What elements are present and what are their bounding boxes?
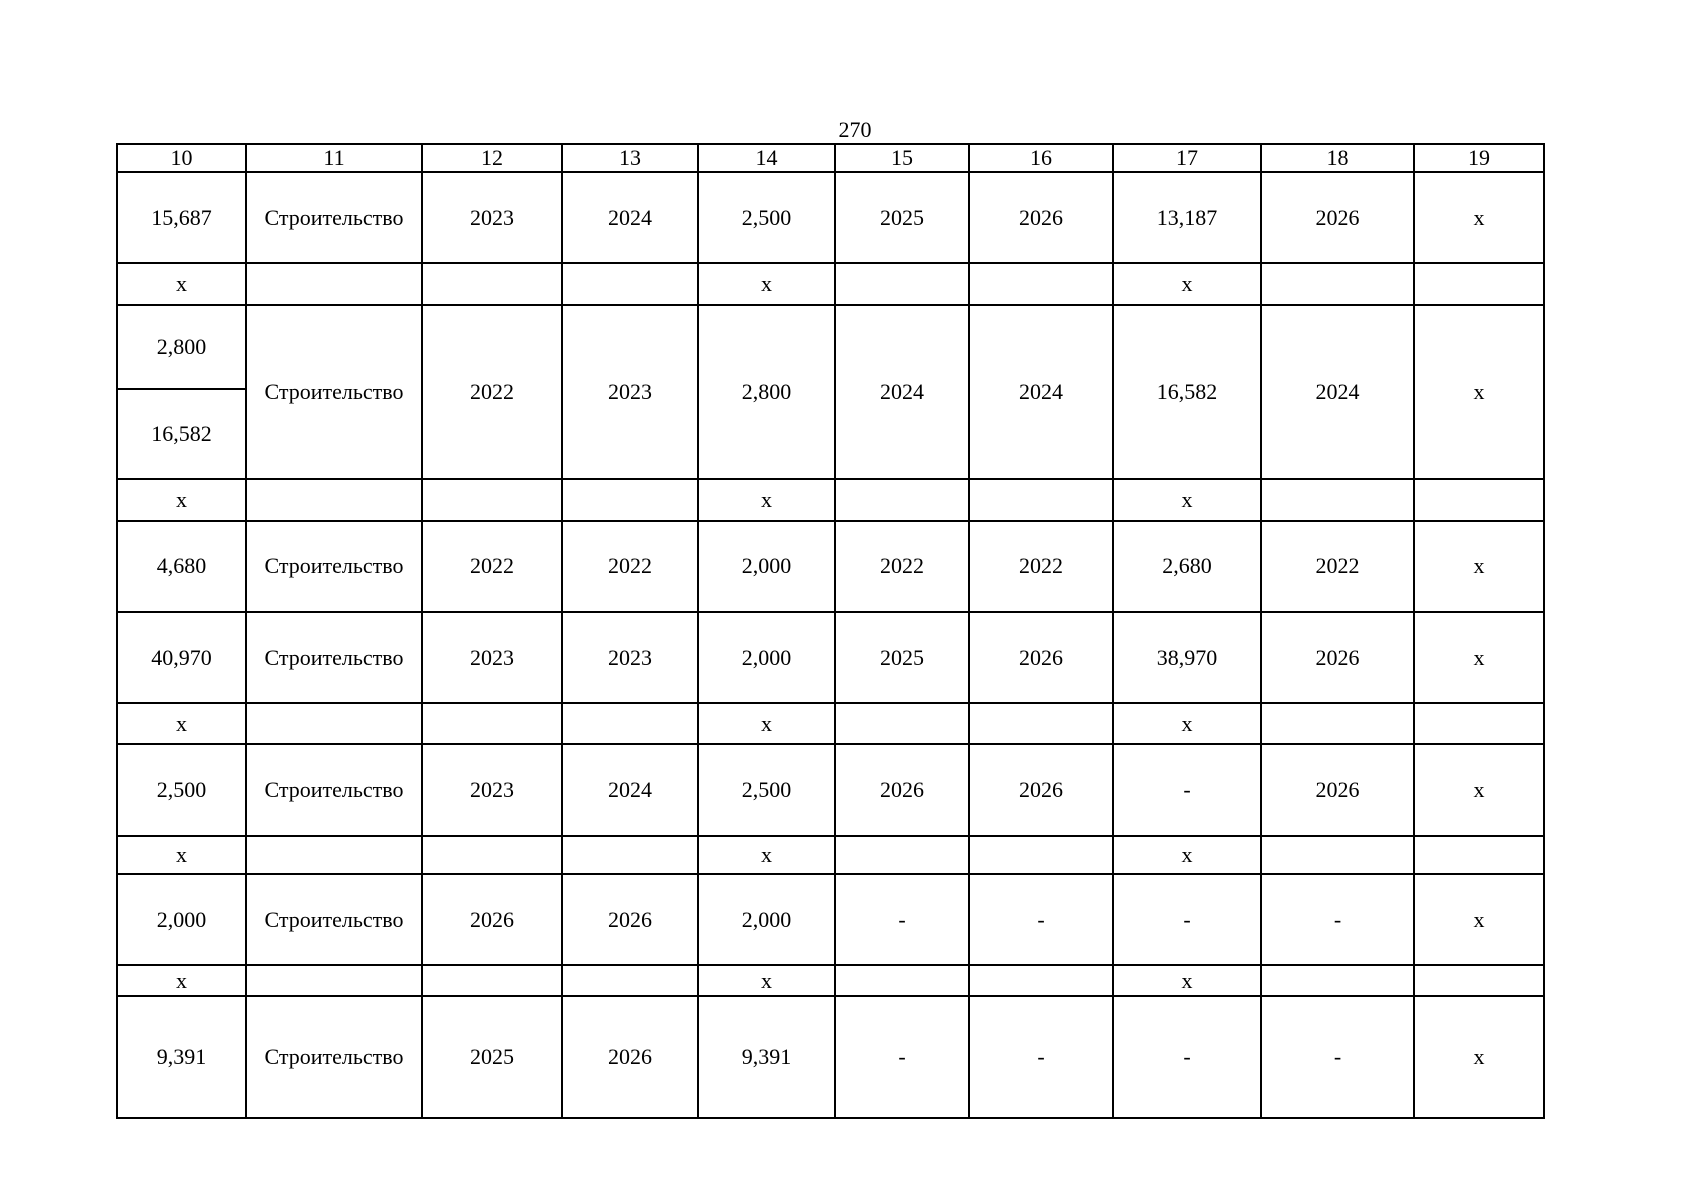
column-header: 10 (117, 144, 246, 172)
table-cell: 2026 (562, 996, 698, 1118)
table-cell: х (117, 836, 246, 874)
column-header: 13 (562, 144, 698, 172)
marker-row (117, 965, 1544, 996)
table-cell (562, 263, 698, 304)
column-header: 11 (246, 144, 422, 172)
table-cell: 2026 (969, 612, 1113, 703)
table-cell: 2026 (422, 874, 562, 965)
table-cell: х (1414, 521, 1544, 612)
table-cell (835, 703, 969, 744)
table-cell: 2,000 (698, 874, 835, 965)
table-cell: 2,000 (698, 521, 835, 612)
table-cell: х (1113, 836, 1261, 874)
table-cell: 2026 (835, 744, 969, 835)
table-cell: 2,800 (698, 305, 835, 480)
marker-row (117, 703, 1544, 744)
page-number: 270 (838, 117, 872, 142)
table-cell: 9,391 (117, 996, 246, 1118)
table-cell: х (698, 965, 835, 996)
table-cell: 2022 (1261, 521, 1414, 612)
table-cell (835, 965, 969, 996)
table-cell (1414, 263, 1544, 304)
data-table (116, 143, 1545, 1119)
table-cell: 2025 (835, 172, 969, 263)
table-cell: 2025 (422, 996, 562, 1118)
table-cell: 38,970 (1113, 612, 1261, 703)
table-cell: - (969, 996, 1113, 1118)
table-cell: - (835, 874, 969, 965)
table-cell: х (1414, 612, 1544, 703)
table-cell (246, 263, 422, 304)
table-cell (422, 836, 562, 874)
table-cell: 2022 (835, 521, 969, 612)
table-cell: 2023 (422, 744, 562, 835)
table-cell: Строительство (246, 874, 422, 965)
table-row (117, 744, 1544, 835)
table-cell: 2024 (562, 744, 698, 835)
table-cell (1261, 263, 1414, 304)
table-cell: х (1113, 263, 1261, 304)
table-cell (835, 479, 969, 520)
table-cell: 2,800 (117, 305, 246, 389)
table-cell: х (1113, 479, 1261, 520)
column-header: 14 (698, 144, 835, 172)
table-cell: 2026 (1261, 612, 1414, 703)
table-cell: 16,582 (1113, 305, 1261, 480)
column-header: 12 (422, 144, 562, 172)
marker-row (117, 263, 1544, 304)
marker-row (117, 479, 1544, 520)
table-cell (1414, 836, 1544, 874)
column-header: 15 (835, 144, 969, 172)
table-cell: 4,680 (117, 521, 246, 612)
table-cell: - (1113, 996, 1261, 1118)
table-cell (562, 836, 698, 874)
table-cell: х (698, 836, 835, 874)
table-cell (1414, 703, 1544, 744)
table-cell: х (1414, 744, 1544, 835)
table-cell: 2,000 (698, 612, 835, 703)
table-cell: - (1261, 874, 1414, 965)
table-cell: 2026 (562, 874, 698, 965)
table-body (117, 144, 1544, 1118)
table-cell: х (1414, 874, 1544, 965)
table-cell: Строительство (246, 172, 422, 263)
table-cell: 2022 (422, 521, 562, 612)
table-cell (1261, 703, 1414, 744)
table-row (117, 521, 1544, 612)
table-cell (1261, 479, 1414, 520)
table-cell: 2,500 (698, 744, 835, 835)
table-cell (562, 479, 698, 520)
table-cell: 2026 (1261, 172, 1414, 263)
table-cell (969, 703, 1113, 744)
table-cell: х (1414, 172, 1544, 263)
table-cell: х (117, 263, 246, 304)
table-cell: Строительство (246, 744, 422, 835)
table-cell: 2,500 (117, 744, 246, 835)
table-cell: х (117, 965, 246, 996)
table-cell: 2024 (969, 305, 1113, 480)
table-cell: 2022 (422, 305, 562, 480)
table-cell (1414, 965, 1544, 996)
marker-row (117, 836, 1544, 874)
table-cell: 2,000 (117, 874, 246, 965)
table-cell: 2026 (1261, 744, 1414, 835)
table-cell (422, 965, 562, 996)
table-cell: 2024 (835, 305, 969, 480)
table-cell: 2023 (422, 612, 562, 703)
table-cell: Строительство (246, 612, 422, 703)
table-cell: х (698, 479, 835, 520)
table-cell: 40,970 (117, 612, 246, 703)
table-cell: 2023 (562, 305, 698, 480)
table-cell (1414, 479, 1544, 520)
table-cell: 2024 (562, 172, 698, 263)
table-cell: 2026 (969, 744, 1113, 835)
table-cell: - (1261, 996, 1414, 1118)
table-cell: - (1113, 874, 1261, 965)
header-row (117, 144, 1544, 172)
table-cell: Строительство (246, 996, 422, 1118)
column-header: 16 (969, 144, 1113, 172)
table-cell: 2025 (835, 612, 969, 703)
table-row (117, 305, 1544, 389)
table-cell (422, 703, 562, 744)
table-cell (835, 836, 969, 874)
table-cell (562, 703, 698, 744)
table-cell: х (1414, 305, 1544, 480)
table-cell: - (835, 996, 969, 1118)
table-cell (422, 479, 562, 520)
table-row (117, 172, 1544, 263)
table-cell: 2022 (969, 521, 1113, 612)
table-cell: х (117, 703, 246, 744)
table-cell: Строительство (246, 305, 422, 480)
table-cell: - (1113, 744, 1261, 835)
table-cell: 2024 (1261, 305, 1414, 480)
table-cell (422, 263, 562, 304)
table-row (117, 612, 1544, 703)
table-cell: 2022 (562, 521, 698, 612)
table-cell: 2,500 (698, 172, 835, 263)
table-cell: х (1113, 965, 1261, 996)
table-cell: х (698, 703, 835, 744)
table-cell (246, 479, 422, 520)
table-cell: Строительство (246, 521, 422, 612)
table-cell: 16,582 (117, 389, 246, 479)
table-cell (562, 965, 698, 996)
table-cell: 2026 (969, 172, 1113, 263)
table-cell (969, 836, 1113, 874)
table-cell: - (969, 874, 1113, 965)
table-cell: х (117, 479, 246, 520)
column-header: 19 (1414, 144, 1544, 172)
table-cell: х (1113, 703, 1261, 744)
table-cell (969, 263, 1113, 304)
table-row (117, 874, 1544, 965)
column-header: 17 (1113, 144, 1261, 172)
table-cell (246, 703, 422, 744)
table-cell: 15,687 (117, 172, 246, 263)
table-cell (1261, 965, 1414, 996)
table-cell (1261, 836, 1414, 874)
table-cell (246, 836, 422, 874)
table-row (117, 996, 1544, 1118)
table-cell: 2023 (562, 612, 698, 703)
table-cell: 9,391 (698, 996, 835, 1118)
table-cell (969, 965, 1113, 996)
column-header: 18 (1261, 144, 1414, 172)
table-cell: х (1414, 996, 1544, 1118)
table-cell: 2,680 (1113, 521, 1261, 612)
table-cell: 2023 (422, 172, 562, 263)
table-cell: х (698, 263, 835, 304)
table-cell: 13,187 (1113, 172, 1261, 263)
table-cell (246, 965, 422, 996)
table-cell (835, 263, 969, 304)
table-cell (969, 479, 1113, 520)
